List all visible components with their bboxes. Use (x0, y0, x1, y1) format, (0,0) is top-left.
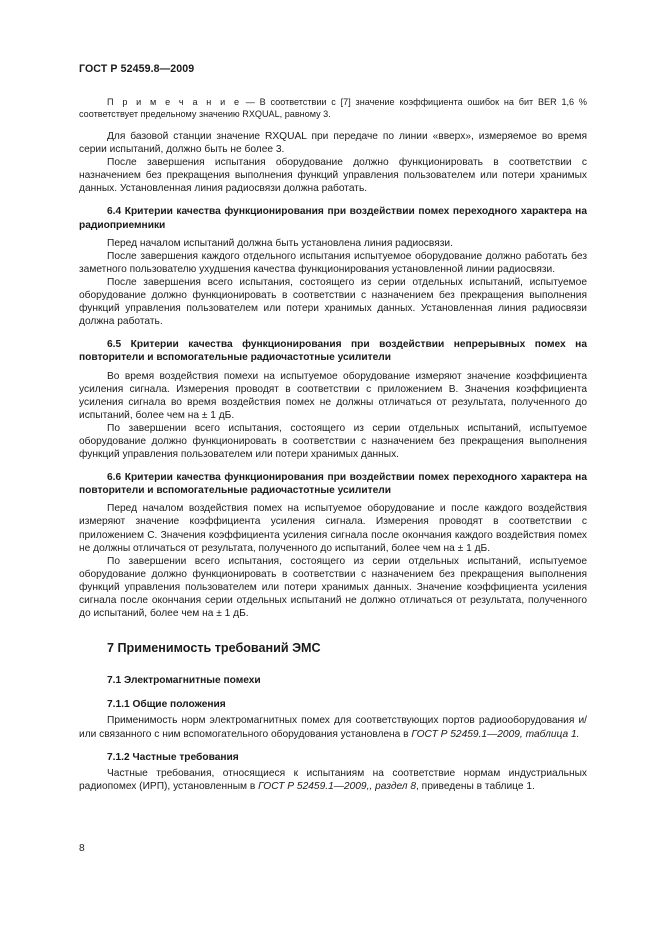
text-run: , приведены в таблице 1. (416, 780, 535, 792)
section-7-1-2-title: 7.1.2 Частные требования (107, 751, 239, 763)
note-label: П р и м е ч а н и е (107, 97, 242, 107)
paragraph (79, 767, 587, 793)
paragraph: После завершения всего испытания, состоящего из серии отдельных испытаний, испытуемое оборудование должно функционировать в соответствии с назначением без прекращения выполнения функций управления пользователем или потери хранимых данных. Установленная линия радиосвязи должна работать. (79, 276, 587, 328)
section-6-6-title: 6.6 Критерии качества функционирования при воздействии помех переходного характера на повторители и вспомогательные радиочастотные усилители (79, 472, 587, 497)
paragraph: По завершении всего испытания, состоящего из серии отдельных испытаний, испытуемое оборудование должно функционировать в соответствии с назначением без прекращения выполнения функций управления пользователем или потери хранимых данных. (79, 422, 587, 461)
document-body (79, 96, 587, 793)
document-header: ГОСТ Р 52459.8—2009 (79, 63, 195, 75)
paragraph: Перед началом воздействия помех на испытуемое оборудование и после каждого воздействия измеряют значение коэффициента усиления сигнала. Измерения проводят в соответствии с приложением С. Значения коэффициента усиления сигнала после окончания каждого воздействия помех не должны отличаться от результата, полученного до испытаний, более чем на ± 1 дБ. (79, 503, 587, 554)
paragraph: После завершения испытания оборудование должно функционировать в соответствии с назначением без прекращения выполнения функций управления пользователем или потери хранимых данных. Установленная линия радиосвязи должна работать. (79, 157, 587, 195)
standard-reference: ГОСТ Р 52459.1—2009, таблица 1. (411, 728, 580, 740)
paragraph: Во время воздействия помехи на испытуемое оборудование измеряют значение коэффициента усиления сигнала. Измерения проводят в соответствии с приложением В. Значения коэффициента усиления сигнала во время воздействия помех не должны отличаться от результата, полученного до испытаний, более чем на ± 1 дБ. (79, 370, 587, 421)
section-7-1-title: 7.1 Электромагнитные помехи (107, 675, 261, 687)
paragraph (79, 714, 587, 740)
section-6-4-title: 6.4 Критерии качества функционирования при воздействии помех переходного характера на радиоприемники (79, 206, 587, 231)
note-paragraph (79, 96, 587, 120)
note-text: — В соответствии с [7] значение коэффициента ошибок на бит BER 1,6 % соответствует предельному значению RXQUAL, равному 3. (79, 97, 587, 119)
section-7-title: 7 Применимость требований ЭМС (107, 641, 321, 656)
paragraph: Перед началом испытаний должна быть установлена линия радиосвязи. (107, 237, 453, 249)
paragraph: После завершения каждого отдельного испытания испытуемое оборудование должно работать без заметного пользователю ухудшения качества функционирования установленной линии радиосвязи. (79, 250, 587, 275)
paragraph: Для базовой станции значение RXQUAL при передаче по линии «вверх», измеряемое во время серии испытаний, должно быть не более 3. (79, 131, 587, 156)
standard-reference: ГОСТ Р 52459.1—2009,, раздел 8 (258, 780, 417, 792)
page-number: 8 (79, 843, 85, 854)
section-7-1-1-title: 7.1.1 Общие положения (107, 699, 226, 711)
text-run: Применимость норм электромагнитных помех для соответствующих портов радиооборудования и/или связанного с ним вспомогательного оборудования установлена в (79, 715, 587, 740)
text-run: Частные требования, относящиеся к испытаниям на соответствие нормам индустриальных радиопомех (ИРП), установленным в (79, 767, 587, 792)
paragraph: По завершении всего испытания, состоящего из серии отдельных испытаний, испытуемое оборудование должно функционировать в соответствии с назначением без прекращения выполнения функций управления пользователем или потери хранимых данных. Значение коэффициента усиления сигнала после окончания серии отдельных испытаний не должно отличаться от результата, полученного до испытаний, более чем на ± 1 дБ. (79, 555, 587, 620)
section-6-5-title: 6.5 Критерии качества функционирования при воздействии непрерывных помех на повторители и вспомогательные радиочастотные усилители (79, 339, 587, 364)
